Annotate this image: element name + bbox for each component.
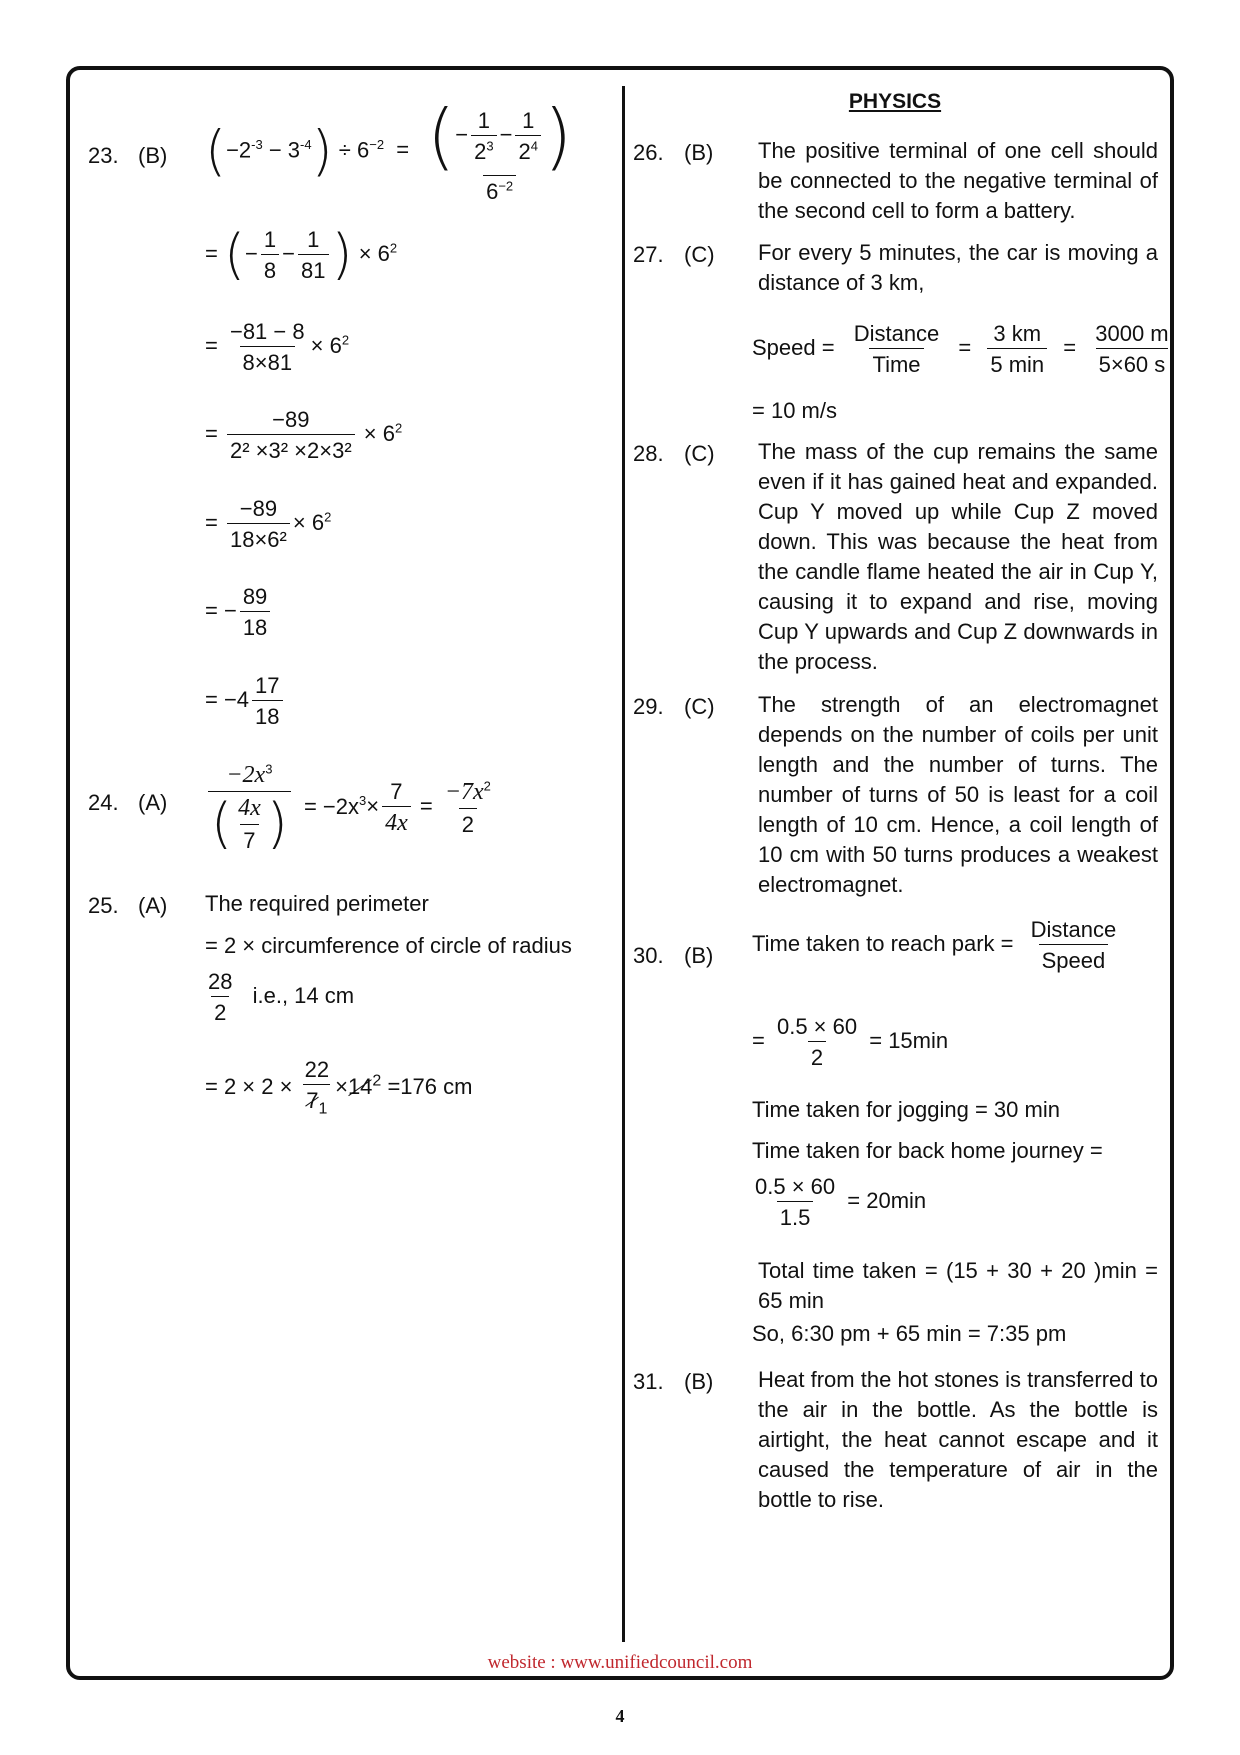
q23-step6: = −4 $\frac{17}{18}$ xyxy=(205,674,286,728)
q27-speed-formula: Speed = $\frac{\text{Distance}}{\text{Time}}$ = $\frac{3 km}{5 \min}$ = $\frac{3000 m}{5\times 60 s}$ xyxy=(752,321,1169,378)
q27-number: 27. xyxy=(633,242,664,267)
q23-step3: = $\frac{-89}{\text{2² ×3² ×2×3²}}$ × $6^2$ xyxy=(205,407,403,464)
q27-result: = 10 m/s xyxy=(752,398,837,423)
q26-text: The positive terminal of one cell should be connected to the negative terminal of the second cell to form a battery. xyxy=(758,138,1158,223)
q30-answer: (B) xyxy=(684,943,714,968)
q30-calc1: = $\frac{0.5 \times 60}{2}$ = 15min xyxy=(752,1014,949,1071)
q29-number: 29. xyxy=(633,694,664,719)
q24-number: 24. xyxy=(88,790,119,815)
q23-number: 23. xyxy=(88,143,119,168)
q25-answer: (A) xyxy=(138,893,168,918)
section-heading: PHYSICS xyxy=(848,90,942,113)
q31-number: 31. xyxy=(633,1369,664,1394)
q25-line2: = 2 × circumference of circle of radius xyxy=(205,933,572,958)
q30-line2: Time taken for jogging = 30 min xyxy=(752,1097,1060,1122)
q30-line3: Time taken for back home journey = xyxy=(752,1138,1103,1163)
q23-step4: = $\frac{-89}{\text{18×6²}}$ × $6^2$ xyxy=(205,496,332,553)
page-number: 4 xyxy=(615,1706,625,1726)
q25-line1: The required perimeter xyxy=(205,891,429,916)
q25-calc: = 2 × 2 × $\frac{22}{7_1}$ $\times 14^2 =176$ cm xyxy=(205,1057,473,1118)
q25-line3: $\frac{28}{2}$ i.e., 14 cm xyxy=(208,969,355,1026)
q27-text: For every 5 minutes, the car is moving a distance of 3 km, xyxy=(758,240,1158,295)
q28-answer: (C) xyxy=(684,441,715,466)
q23-step1: = (− $\frac{1}{8}$ − $\frac{1}{81}$ ) × $6^2$ xyxy=(205,223,398,287)
q23-step5: = − $\frac{89}{18}$ xyxy=(205,585,273,639)
q29-answer: (C) xyxy=(684,694,715,719)
q28-number: 28. xyxy=(633,441,664,466)
q24-answer: (A) xyxy=(138,790,168,815)
q30-line1: Time taken to reach park = $\frac{\text{Distance}}{\text{Speed}}$ xyxy=(752,917,1117,974)
q30-calc2: $\frac{0.5 \times 60}{1.5}$ = 20min xyxy=(755,1174,927,1231)
q27-answer: (C) xyxy=(684,242,715,267)
q23-step2: = $\frac{-81 - 8}{8\times 81}$ × $6^2$ xyxy=(205,319,350,376)
q28-text: The mass of the cup remains the same even if it has gained heat and expanded. Cup Y moved up while Cup Z moved down. This was because the heat from the candle flame heated the air in Cup Y, causing it to expand and rise, moving Cup Y upwards and Cup Z downwards in the process. xyxy=(758,439,1158,674)
q29-text: The strength of an electromagnet depends on the number of coils per unit length and the number of turns. The number of turns of 50 is least for a coil length of 10 cm. Hence, a coil length of 10 cm with 50 turns produces a weakest electromagnet. xyxy=(758,692,1158,897)
q31-answer: (B) xyxy=(684,1369,714,1394)
q30-line4: Total time taken = (15 + 30 + 20 )min = 65 min xyxy=(758,1258,1158,1313)
q25-number: 25. xyxy=(88,893,119,918)
q31-text: Heat from the hot stones is transferred to the air in the bottle. As the bottle is airtight, the heat cannot escape and it caused the temperature of air in the bottle to rise. xyxy=(758,1367,1158,1512)
q23-answer: (B) xyxy=(138,143,168,168)
q30-line5: So, 6:30 pm + 65 min = 7:35 pm xyxy=(752,1321,1067,1346)
q30-number: 30. xyxy=(633,943,664,968)
column-divider xyxy=(622,86,625,1642)
footer-website: website : www.unifiedcouncil.com xyxy=(487,1652,753,1673)
q23-equation: $(-2^{-3} - 3^{-4}) \div 6^{-2}$ = (− $\frac{1}{2^3}$ − $\frac{1}{2^4}$ ) $6^{-2}$ xyxy=(205,94,573,204)
q24-equation: $-2x^3$ ( $\frac{4x}{7}$ ) = $-2x^3\times$ $\frac{7}{4x}$ = $\frac{-7x^2}{2}$ xyxy=(205,763,497,852)
q26-number: 26. xyxy=(633,140,664,165)
q26-answer: (B) xyxy=(684,140,714,165)
